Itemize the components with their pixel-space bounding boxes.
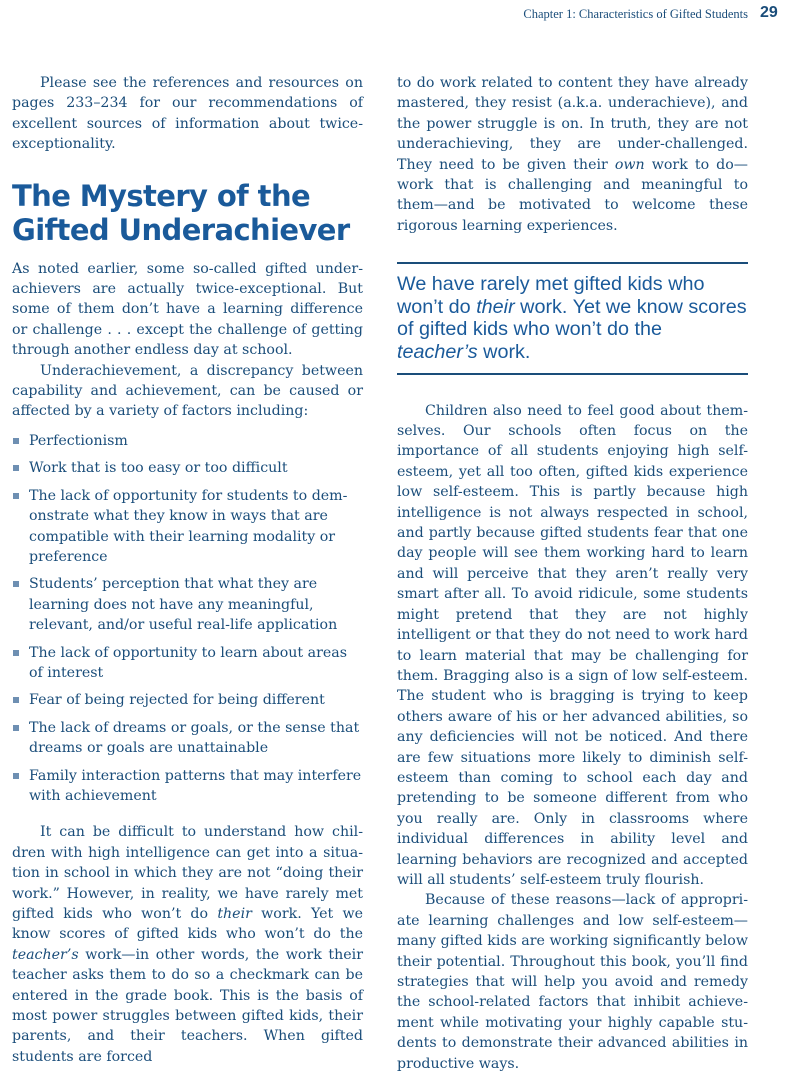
section-heading: The Mystery of the Gifted Underachiever — [12, 178, 350, 247]
list-item: Family interaction patterns that may interfere with achievement — [12, 766, 363, 807]
paragraph: Because of these reasons—lack of appropriate learning challenges and low self-esteem—many gifted kids are working significantly below their potential. Throughout this book, you’ll find strategies that will help you avoid and remedy the school-related factors that inhibit achievement while motivating your highly capable students to demonstrate their advanced abilities in productive ways. — [397, 892, 748, 1072]
list-item: The lack of dreams or goals, or the sense that dreams or goals are unattainable — [12, 718, 363, 759]
list-item: Work that is too easy or too difficult — [12, 458, 363, 478]
chapter-title: Chapter 1: Characteristics of Gifted Students — [523, 7, 748, 21]
list-item: Perfectionism — [12, 431, 363, 451]
page-number: 29 — [760, 4, 778, 21]
bullet-icon — [13, 493, 19, 499]
factors-list — [12, 431, 363, 807]
bullet-icon — [13, 697, 19, 703]
right-column — [397, 73, 748, 1074]
bullet-icon — [13, 465, 19, 471]
list-item: The lack of opportunity to learn about areas of interest — [12, 643, 363, 684]
pull-quote: We have rarely met gifted kids who won’t do their work. Yet we know scores of gifted kids who won’t do the teacher’s work. — [397, 262, 748, 374]
bullet-icon — [13, 773, 19, 779]
bullet-icon — [13, 438, 19, 444]
bullet-icon — [13, 581, 19, 587]
paragraph: Children also need to feel good about themselves. Our schools often focus on the importance of all students enjoying high self-esteem, yet all too often, gifted kids experience low self-esteem. This is partly because high intelligence is not always respected in school, and partly because gifted students fear that one day people will see them working hard to learn and will perceive that they aren’t really very smart after all. To avoid ridicule, some students might pretend that they are not highly intelligent or that they do not need to work hard to learn material that may be challenging for them. Bragging also is a sign of low self-esteem. The student who is bragging is trying to keep others aware of his or her advanced abilities, so any deficiencies will not be noticed. And there are few situations more likely to diminish self-esteem than coming to school each day and pretending to be someone different from who you really are. Only in classrooms where individual differences in ability level and learning behaviors are recognized and accepted will all students’ self-esteem truly flourish. — [397, 402, 748, 888]
list-item: The lack of opportunity for students to demonstrate what they know in ways that are compatible with their learning modality or preference — [12, 486, 363, 568]
list-item: Fear of being rejected for being different — [12, 690, 363, 710]
bullet-icon — [13, 725, 19, 731]
paragraph: It can be difficult to understand how children with high intelligence can get into a situation in school in which they are not “doing their work.” However, in reality, we have rarely met gifted kids who won’t do their work. Yet we know scores of gifted kids who won’t do the teacher’s work—in other words, the work their teacher asks them to do so a checkmark can be entered in the grade book. This is the basis of most power struggles between gifted kids, their parents, and their teachers. When gifted students are forced — [12, 824, 364, 1065]
running-header — [523, 4, 778, 22]
paragraph: Underachievement, a discrepancy between capability and achievement, can be caused or affected by a variety of factors including: — [12, 362, 363, 420]
intro-paragraph: Please see the references and resources on pages 233–234 for our recommendations of excellent sources of information about twice-exceptionality. — [12, 75, 363, 153]
paragraph: As noted earlier, some so-called gifted underachievers are actually twice-exceptional. But some of them don’t have a learning difference or challenge . . . except the challenge of getting through another endless day at school. — [12, 260, 363, 359]
bullet-icon — [13, 650, 19, 656]
paragraph: to do work related to content they have already mastered, they resist (a.k.a. underachieve), and the power struggle is on. In truth, they are not underachieving, they are under-challenged. They need to be given their own work to do—work that is challenging and meaningful to them—and be motivated to welcome these rigorous learning experiences. — [397, 75, 748, 234]
list-item: Students’ perception that what they are learning does not have any meaningful, relevant, and/or useful real-life application — [12, 574, 363, 635]
left-column — [12, 73, 363, 1067]
